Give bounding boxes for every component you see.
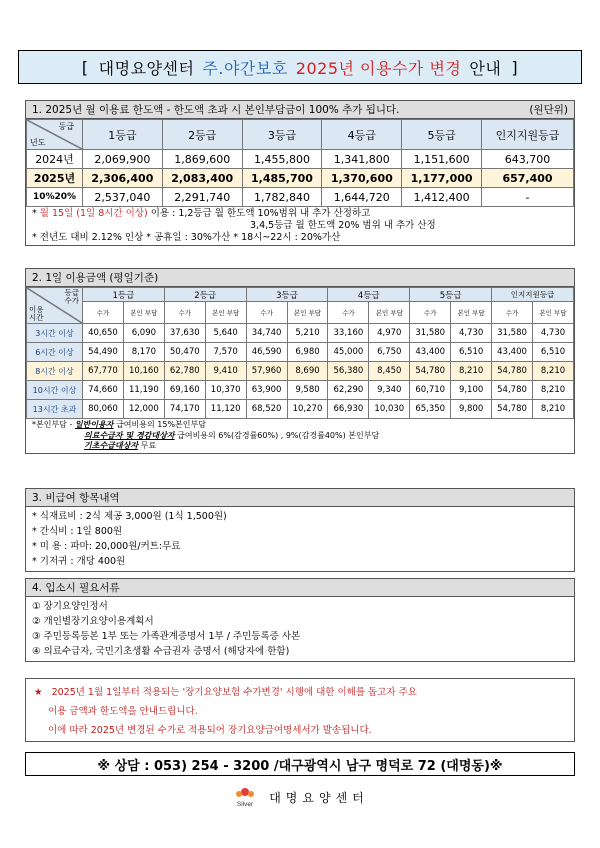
section-3-heading: 3. 비급여 항목내역 — [26, 489, 574, 507]
table-header-row — [27, 120, 574, 150]
title-year-change: 2025년 이용수가 변경 — [295, 58, 462, 78]
title-bracket-close: ] — [511, 57, 519, 77]
section-monthly-limit — [25, 100, 575, 246]
title-center-name: 대명요양센터 — [98, 58, 195, 78]
list-item: * 미 용 : 파마: 20,000원/커트:무료 — [32, 541, 181, 552]
grade-header: 인지지원등급 — [492, 288, 574, 302]
section-4-heading: 4. 입소시 필요서류 — [26, 579, 574, 597]
column-header: 2등급 — [162, 120, 242, 150]
table-row: 2025년 2,306,400 2,083,400 1,485,700 1,370,600 1,177,000 657,400 — [27, 169, 574, 188]
center-name: 대명요양센터 — [269, 790, 369, 805]
monthly-limit-table — [26, 119, 574, 207]
row-label: 2024년 — [27, 150, 83, 169]
list-item: ② 개인별장기요양이용계획서 — [32, 616, 154, 627]
list-item: * 기저귀 : 개당 400원 — [32, 556, 126, 567]
row-label: 13시간 초과 — [27, 400, 83, 419]
corner-cell: 등급 수가 이용 시간 — [27, 288, 83, 324]
notice-box: ★ 2025년 1월 1일부터 적용되는 '장기요양보험 수가변경' 시행에 대한 이해를 돕고자 주요 이용 금액과 한도액을 안내드립니다. 이에 따라 2025년 변경된 수가로 적용되어 장기요양급여명세서가 발송됩니다. — [25, 678, 575, 742]
row-label: 3시간 이상 — [27, 324, 83, 343]
table-row: 3시간 이상 40,650 6,090 37,630 5,640 34,740 5,210 33,160 4,970 31,580 4,730 31,580 4,730 — [27, 324, 574, 343]
grade-header: 3등급 — [246, 288, 328, 302]
page-title — [18, 50, 582, 84]
grade-header-row — [27, 288, 574, 302]
grade-header: 4등급 — [328, 288, 410, 302]
svg-text:Silver: Silver — [237, 801, 254, 808]
column-header: 3등급 — [242, 120, 322, 150]
table-row: 10%20% 2,537,040 2,291,740 1,782,840 1,644,720 1,412,400 - — [27, 188, 574, 207]
column-header: 인지지원등급 — [482, 120, 574, 150]
table-row: 10시간 이상 74,660 11,190 69,160 10,370 63,900 9,580 62,290 9,340 60,710 9,100 54,780 8,210 — [27, 381, 574, 400]
section-daily-fee — [25, 268, 575, 454]
section-2-notes: *본인부담 - 일반이용자 급여비용의 15%본인부담 의료수급자 및 경감대상자 급여비용의 6%(감경률60%) , 9%(감경률40%) 본인부담 기초수급대상자 무료 — [32, 420, 380, 450]
contact-bar: ※ 상담 : 053) 254 - 3200 /대구광역시 남구 명덕로 72 (대명동)※ — [25, 752, 575, 776]
table-row: 2024년 2,069,900 1,869,600 1,455,800 1,341,800 1,151,600 643,700 — [27, 150, 574, 169]
list-item: * 간식비 : 1일 800원 — [32, 526, 123, 537]
title-bracket-open: [ — [81, 57, 89, 77]
corner-cell: 등급 년도 — [27, 120, 83, 150]
section-1-heading: 1. 2025년 월 이용료 한도액 - 한도액 초과 시 본인부담금이 100% 추가 됩니다. (원단위) — [26, 101, 574, 119]
star-icon: ★ — [34, 687, 43, 698]
row-label: 6시간 이상 — [27, 343, 83, 362]
grade-header: 5등급 — [410, 288, 492, 302]
list-item: ③ 주민등록등본 1부 또는 가족관계증명서 1부 / 주민등록증 사본 — [32, 631, 301, 642]
sub-header-row: 수가 본인 부담 수가 본인 부담 수가 본인 부담 수가 본인 부담 수가 본인 부담 수가 본인 부담 — [27, 302, 574, 324]
title-service: 주.야간보호 — [202, 58, 288, 78]
list-item: * 식재료비 : 2식 제공 3,000원 (1식 1,500원) — [32, 511, 227, 522]
non-covered-list — [26, 507, 574, 571]
section-non-covered — [25, 488, 575, 572]
list-item: ④ 의료수급자, 국민기초생활 수급권자 증명서 (해당자에 한함) — [32, 646, 290, 657]
row-label: 8시간 이상 — [27, 362, 83, 381]
list-item: ① 장기요양인정서 — [32, 601, 108, 612]
table-row: 13시간 초과 80,060 12,000 74,170 11,120 68,520 10,270 66,930 10,030 65,350 9,800 54,780 8,210 — [27, 400, 574, 419]
footer-brand — [200, 786, 400, 808]
unit-label: (원단위) — [529, 104, 568, 116]
column-header: 5등급 — [402, 120, 482, 150]
table-row: 8시간 이상 67,770 10,160 62,780 9,410 57,960 8,690 56,380 8,450 54,780 8,210 54,780 8,210 — [27, 362, 574, 381]
row-label: 10시간 이상 — [27, 381, 83, 400]
grade-header: 2등급 — [164, 288, 246, 302]
section-required-docs — [25, 578, 575, 662]
column-header: 1등급 — [83, 120, 163, 150]
table-row: 6시간 이상 54,490 8,170 50,470 7,570 46,590 6,980 45,000 6,750 43,400 6,510 43,400 6,510 — [27, 343, 574, 362]
section-2-heading: 2. 1일 이용금액 (평일기준) — [26, 269, 574, 287]
title-tail: 안내 — [469, 58, 502, 78]
note-highlight: 월 15일 (1일 8시간 이상) — [39, 208, 148, 219]
section-1-notes: * 월 15일 (1일 8시간 이상) 이용 : 1,2등급 월 한도액 10%범위 내 추가 산정하고 3,4,5등급 월 한도액 20% 범위 내 추가 산정 * 전년도 대비 2.12% 인상 * 공휴일 : 30%가산 * 18시~22시 : 20%가산 — [32, 208, 436, 243]
row-label: 2025년 — [27, 169, 83, 188]
grade-header: 1등급 — [83, 288, 165, 302]
required-docs-list — [26, 597, 574, 661]
column-header: 4등급 — [322, 120, 402, 150]
daily-fee-table — [26, 287, 574, 419]
center-logo-icon — [231, 786, 259, 808]
row-label: 10%20% — [27, 188, 83, 207]
